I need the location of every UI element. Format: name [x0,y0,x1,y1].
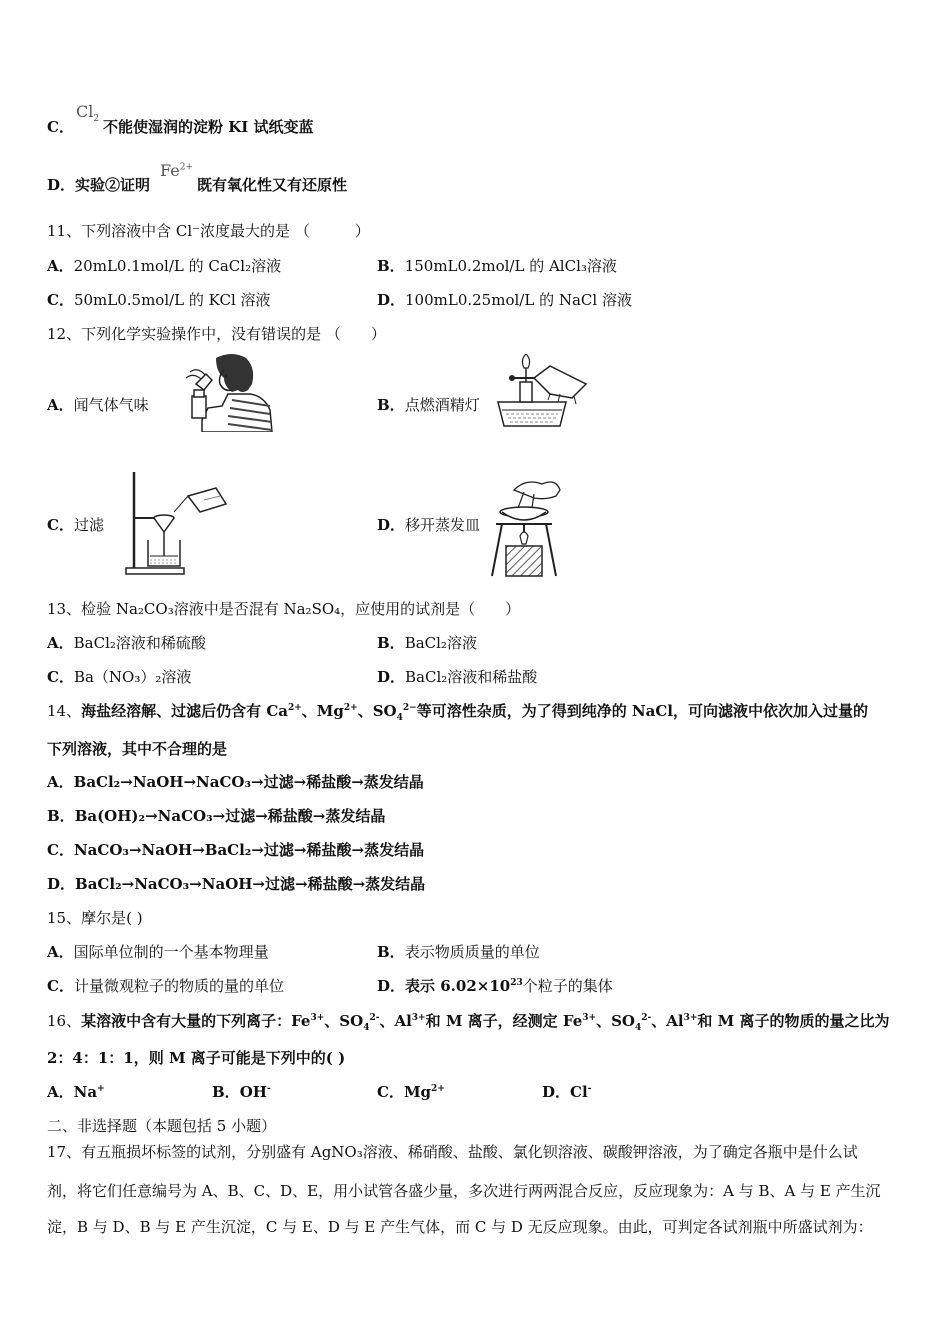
q14-option-d: D．BaCl₂→NaCO₃→NaOH→过滤→稀盐酸→蒸发结晶 [47,875,426,893]
q14-stem-line2: 下列溶液，其中不合理的是 [47,740,228,758]
q13-option-c: C．Ba（NO₃）₂溶液 [47,668,192,686]
q17-line3: 淀，B 与 D、B 与 E 产生沉淀，C 与 E、D 与 E 产生气体，而 C 与 D 无反应现象。由此，可判定各试剂瓶中所盛试剂为： [47,1218,873,1236]
q10-c-formula: $Cl_2$ [76,102,100,125]
q16-stem-line2: 2：4：1：1，则 M 离子可能是下列中的( ) [47,1049,346,1067]
q12-stem: 12、下列化学实验操作中，没有错误的是 （ ） [47,325,386,343]
q12-option-c: C．过滤 [47,516,104,534]
q14-option-c: C．NaCO₃→NaOH→BaCl₂→过滤→稀盐酸→蒸发结晶 [47,841,425,859]
q14-stem: 14、海盐经溶解、过滤后仍含有 $Ca^{2+}$、$Mg^{2+}$、$SO_4^{2-}$等可溶性杂质，为了得到纯净的 NaCl，可向滤液中依次加入过量的 [47,702,868,723]
q15-option-c: C．计量微观粒子的物质的量的单位 [47,977,284,995]
q17-line1: 17、有五瓶损坏标签的试剂，分别盛有 AgNO₃溶液、稀硝酸、盐酸、氯化钡溶液、碳酸钾溶液，为了确定各瓶中是什么试 [47,1143,858,1161]
q13-option-d: D．BaCl₂溶液和稀盐酸 [377,668,538,686]
q13-option-b: B．BaCl₂溶液 [377,634,477,652]
q11-option-b: B．150mL0.2mol/L 的 AlCl₃溶液 [377,257,617,275]
q14-option-a: A．BaCl₂→NaOH→NaCO₃→过滤→稀盐酸→蒸发结晶 [47,773,424,791]
q16-option-c: C．$Mg^{2+}$ [377,1083,445,1101]
q15-option-b: B．表示物质质量的单位 [377,943,540,961]
q11-option-c: C．50mL0.5mol/L 的 KCl 溶液 [47,291,271,309]
q16-option-d: D．Cl- [542,1083,592,1101]
q14-option-b: B．Ba(OH)₂→NaCO₃→过滤→稀盐酸→蒸发结晶 [47,807,386,825]
q15-option-a: A．国际单位制的一个基本物理量 [47,943,269,961]
q12-option-d: D．移开蒸发皿 [377,516,481,534]
q10-option-c: C． [47,118,74,136]
q10-d-text: 既有氧化性又有还原性 [197,176,348,194]
q15-option-d: D．表示 $6.02\times 10^{23}$个粒子的集体 [377,977,613,995]
q11-option-a: A．20mL0.1mol/L 的 CaCl₂溶液 [47,257,282,275]
q15-stem: 15、摩尔是( ) [47,909,143,927]
q12-option-a: A．闻气体气味 [47,396,149,414]
q16-option-b: B．OH- [212,1083,271,1101]
q10-c-text: 不能使湿润的淀粉 KI 试纸变蓝 [103,118,314,136]
lighting-alcohol-lamp-illustration [490,354,590,434]
smelling-gas-illustration [172,350,274,432]
filtration-setup-illustration [124,470,239,576]
q12-option-b: B．点燃酒精灯 [377,396,480,414]
q13-option-a: A．BaCl₂溶液和稀硫酸 [47,634,206,652]
q16-option-a: A．Na+ [47,1083,105,1101]
q17-line2: 剂，将它们任意编号为 A、B、C、D、E，用小试管各盛少量，多次进行两两混合反应，反应现象为：A 与 B、A 与 E 产生沉 [47,1182,881,1200]
evaporating-dish-illustration [486,474,564,578]
section-title: 二、非选择题（本题包括 5 小题） [47,1117,277,1135]
q11-stem: 11、下列溶液中含 Cl⁻浓度最大的是 （ ） [47,222,370,240]
q13-stem: 13、检验 Na₂CO₃溶液中是否混有 Na₂SO₄，应使用的试剂是（ ） [47,600,521,618]
q11-option-d: D．100mL0.25mol/L 的 NaCl 溶液 [377,291,632,309]
q16-stem: 16、某溶液中含有大量的下列离子：$Fe^{3+}$、$SO_4^{2-}$、$Al^{3+}$和 M 离子，经测定 $Fe^{3+}$、$SO_4^{2-}$、$Al^{3+}$和 M 离子的物质的量之比为 [47,1012,890,1033]
q10-option-d: D．实验②证明 [47,176,151,194]
q10-d-formula: $Fe^{2+}$ [160,161,193,180]
